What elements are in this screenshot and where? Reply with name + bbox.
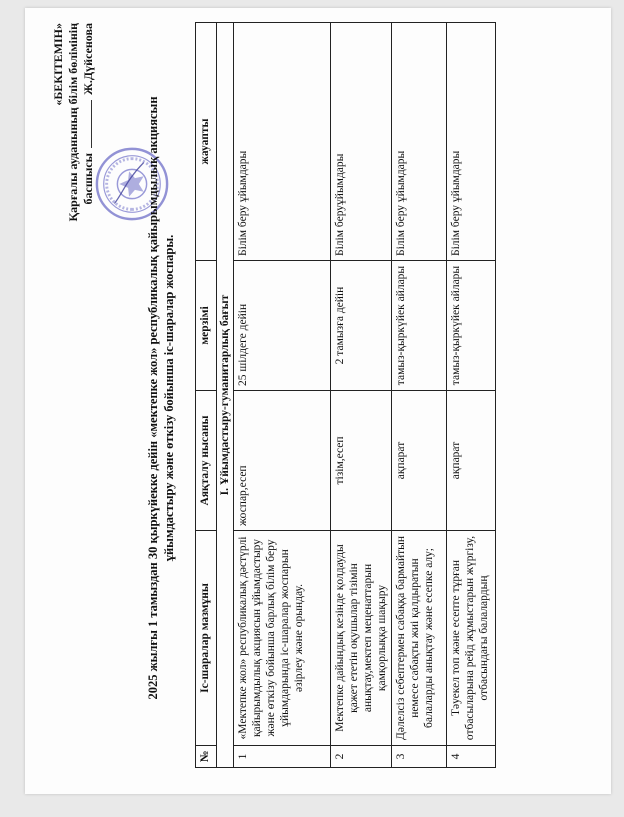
row-responsible: Білім беру ұйымдары [234, 23, 331, 261]
approval-position: басшысы [81, 152, 95, 205]
table-row [331, 23, 392, 768]
approval-block [51, 23, 96, 258]
section-row [217, 23, 234, 768]
approval-name: Ж.Дүйсенова [81, 23, 95, 95]
row-responsible: Білім беру ұйымдары [447, 23, 496, 261]
table-row [392, 23, 447, 768]
row-number: 4 [447, 746, 496, 768]
header-deadline: мерзімі [196, 261, 217, 391]
action-plan-table [195, 22, 496, 768]
row-content: Мектепке дайындық кезінде қолдауды қажет ететін оқушылар тізімін анықтау,мектеп меценаттарын қамқорлыққа шақыру [331, 531, 392, 746]
table-row [234, 23, 331, 768]
header-completion-form: Аяқталу нысаны [196, 391, 217, 531]
section-heading: I. Ұйымдастыру-гуманитарлық бағыт [217, 23, 234, 768]
header-number: № [196, 746, 217, 768]
row-completion-form: ақпарат [392, 391, 447, 531]
plan-title [145, 38, 177, 758]
row-deadline: 2 тамызға дейін [331, 261, 392, 391]
table-row [447, 23, 496, 768]
row-number: 1 [234, 746, 331, 768]
table-header-row [196, 23, 217, 768]
row-deadline: тамыз-қыркүйек айлары [447, 261, 496, 391]
row-number: 2 [331, 746, 392, 768]
row-deadline: тамыз-қыркүйек айлары [392, 261, 447, 391]
row-content: «Мектепке жол» республикалық дәстүрлі қайырымдылық акциясын ұйымдастыру және өткізу бойынша барлық білім беру ұйымдарында іс-шаралар жоспарын әзірлеу және орындау. [234, 531, 331, 746]
signature-underline [91, 100, 92, 148]
header-content: Іс-шаралар мазмұны [196, 531, 217, 746]
row-number: 3 [392, 746, 447, 768]
plan-title-line-1: 2025 жылғы 1 тамыздан 30 қыркүйекке дейін «мектепке жол» республикалық қайырымдылық акциясын [146, 96, 160, 700]
row-content: Тәуекел топ және есепте тұрған отбасыларына рейд жұмыстарын жүргізу, отбасындағы балалардың [447, 531, 496, 746]
row-responsible: Білім беруұйымдары [331, 23, 392, 261]
approval-department: Қарғалы ауданының білім бөлімінің [66, 23, 80, 222]
row-completion-form: ақпарат [447, 391, 496, 531]
document-page [25, 8, 611, 794]
header-responsible: жауапты [196, 23, 217, 261]
row-completion-form: жоспар,есеп [234, 391, 331, 531]
row-completion-form: тізім,есеп [331, 391, 392, 531]
approval-heading: «БЕКІТЕМІН» [51, 23, 65, 106]
rotated-document-content [45, 18, 605, 778]
plan-title-line-2: ұйымдастыру және өткізу бойынша іс-шаралар жоспары. [162, 234, 176, 562]
row-deadline: 25 шілдеге дейін [234, 261, 331, 391]
row-content: Дәлелсіз себептермен сабаққа бармайтын немесе сабақты жиі қалдыратын балаларды анықтау және есепке алу; [392, 531, 447, 746]
row-responsible: Білім беру ұйымдары [392, 23, 447, 261]
